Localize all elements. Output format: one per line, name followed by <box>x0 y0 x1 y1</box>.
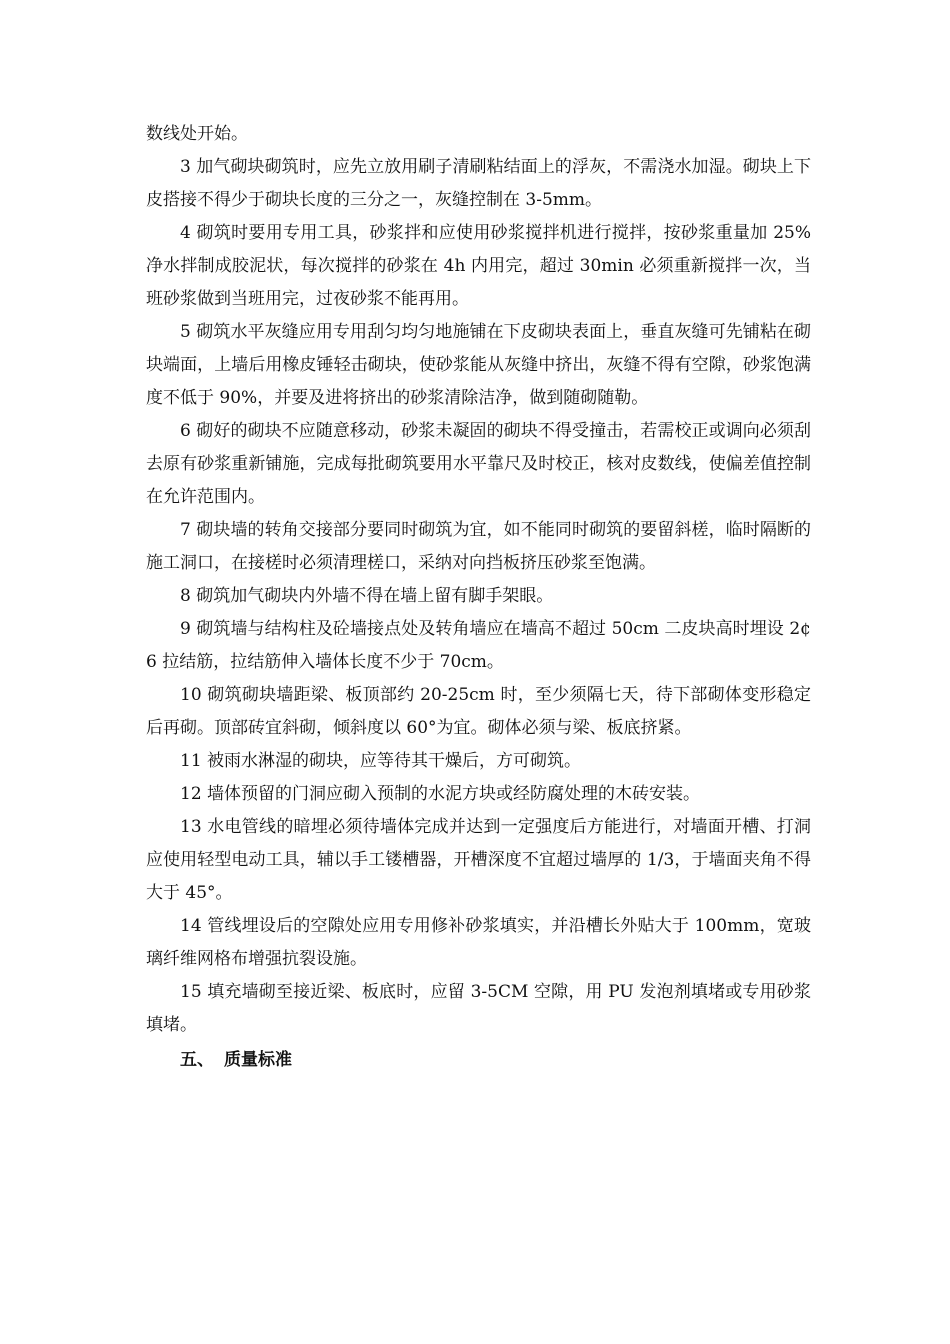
paragraph-item-11: 11 被雨水淋湿的砌块，应等待其干燥后，方可砌筑。 <box>180 751 582 771</box>
paragraph-item-6: 6 砌好的砌块不应随意移动，砂浆未凝固的砌块不得受撞击，若需校正或调向必须刮去原有砂浆重新铺施，完成每批砌筑要用水平靠尺及时校正，核对皮数线，使偏差值控制在允许范围内。 <box>146 421 811 507</box>
paragraph-item-3: 3 加气砌块砌筑时，应先立放用刷子清刷粘结面上的浮灰，不需浇水加湿。砌块上下皮搭接不得少于砌块长度的三分之一，灰缝控制在 3-5mm。 <box>146 157 811 210</box>
paragraph-item-9: 9 砌筑墙与结构柱及砼墙接点处及转角墙应在墙高不超过 50cm 二皮块高时埋设 2¢6 拉结筋，拉结筋伸入墙体长度不少于 70cm。 <box>146 619 811 672</box>
paragraph-item-4: 4 砌筑时要用专用工具，砂浆拌和应使用砂浆搅拌机进行搅拌，按砂浆重量加 25%净水拌制成胶泥状，每次搅拌的砂浆在 4h 内用完，超过 30min 必须重新搅拌一次，当班砂浆做到当班用完，过夜砂浆不能再用。 <box>146 223 811 309</box>
paragraph-item-15: 15 填充墙砌至接近梁、板底时，应留 3-5CM 空隙，用 PU 发泡剂填堵或专用砂浆填堵。 <box>146 982 811 1035</box>
paragraph-item-8: 8 砌筑加气砌块内外墙不得在墙上留有脚手架眼。 <box>180 586 554 606</box>
paragraph-continuation: 数线处开始。 <box>146 124 248 144</box>
paragraph-item-14: 14 管线埋设后的空隙处应用专用修补砂浆填实，并沿槽长外贴大于 100mm，宽玻璃纤维网格布增强抗裂设施。 <box>146 916 811 969</box>
document-page <box>146 118 811 1077</box>
section-number: 五、 <box>180 1050 214 1070</box>
paragraph-item-13: 13 水电管线的暗埋必须待墙体完成并达到一定强度后方能进行，对墙面开槽、打洞应使用轻型电动工具，辅以手工镂槽器，开槽深度不宜超过墙厚的 1/3，于墙面夹角不得大于 45°。 <box>146 817 811 903</box>
paragraph-item-12: 12 墙体预留的门洞应砌入预制的水泥方块或经防腐处理的木砖安装。 <box>180 784 701 804</box>
section-heading <box>146 1044 811 1077</box>
paragraph-item-5: 5 砌筑水平灰缝应用专用刮匀均匀地施铺在下皮砌块表面上，垂直灰缝可先铺粘在砌块端面，上墙后用橡皮锤轻击砌块，使砂浆能从灰缝中挤出，灰缝不得有空隙，砂浆饱满度不低于 90%，并要及进将挤出的砂浆清除洁净，做到随砌随勒。 <box>146 322 811 408</box>
paragraph-item-7: 7 砌块墙的转角交接部分要同时砌筑为宜，如不能同时砌筑的要留斜槎，临时隔断的施工洞口，在接槎时必须清理槎口，采纳对向挡板挤压砂浆至饱满。 <box>146 520 811 573</box>
paragraph-item-10: 10 砌筑砌块墙距梁、板顶部约 20-25cm 时，至少须隔七天，待下部砌体变形稳定后再砌。顶部砖宜斜砌，倾斜度以 60°为宜。砌体必须与梁、板底挤紧。 <box>146 685 811 738</box>
section-title: 质量标准 <box>224 1050 292 1070</box>
